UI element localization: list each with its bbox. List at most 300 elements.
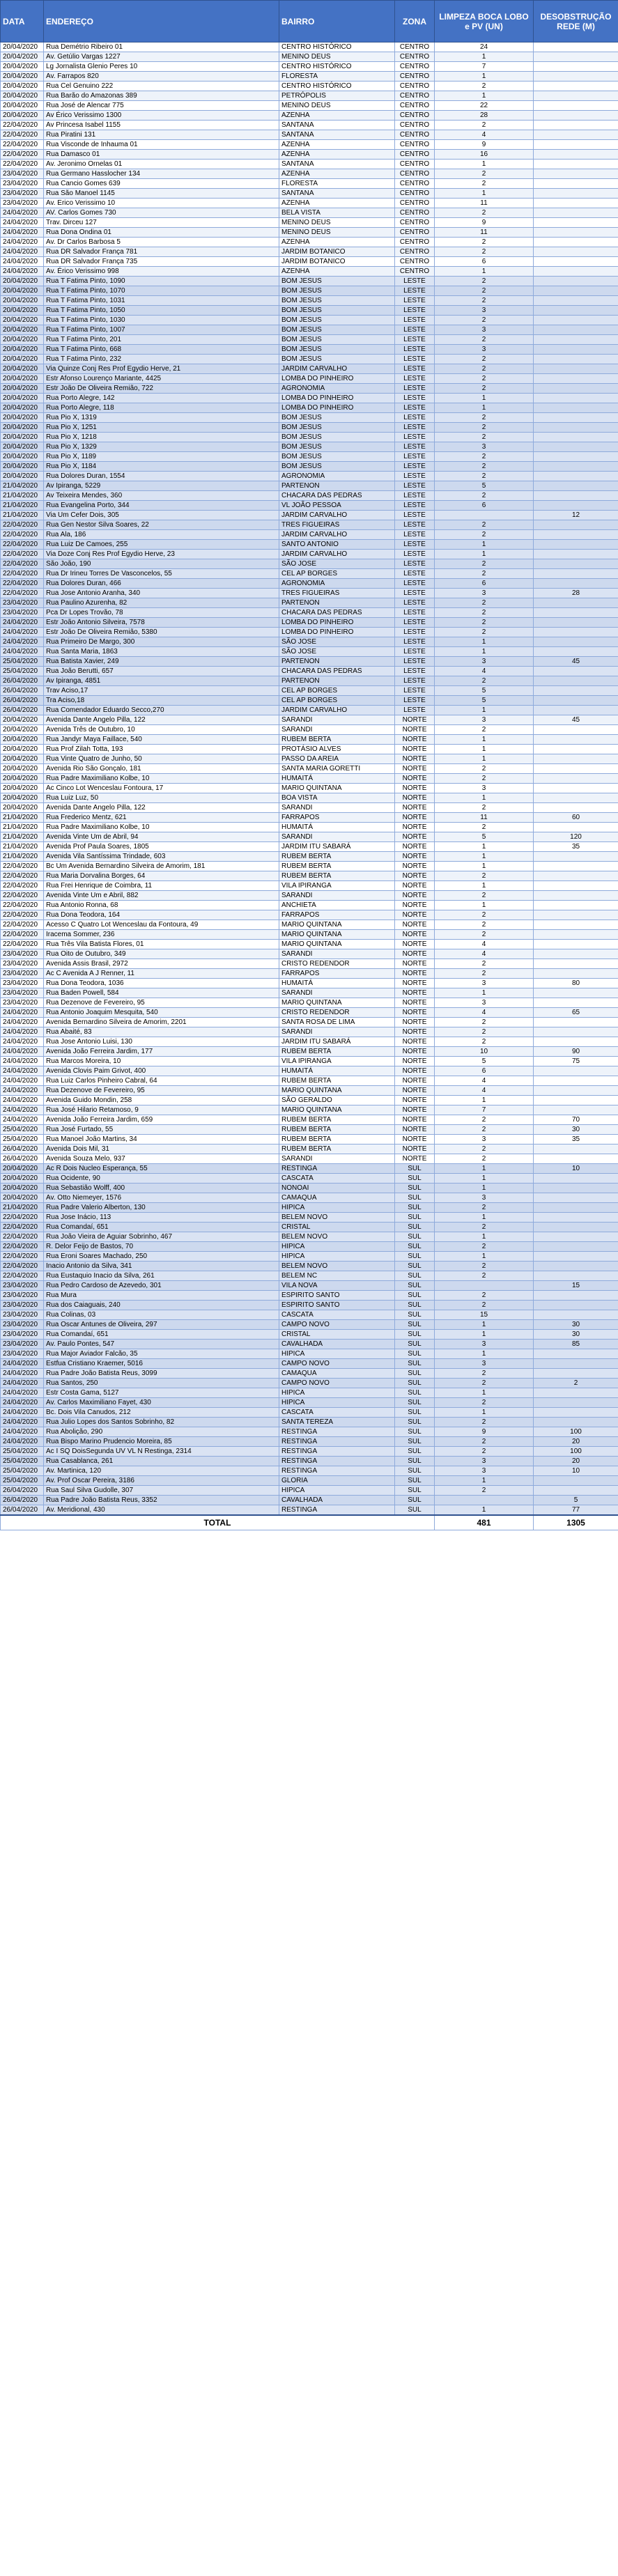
- table-row[interactable]: [1, 511, 618, 520]
- table-row[interactable]: [1, 1018, 618, 1027]
- table-row[interactable]: [1, 238, 618, 247]
- cell-limpeza: 2: [435, 969, 534, 979]
- table-row[interactable]: [1, 1388, 618, 1398]
- table-row[interactable]: [1, 637, 618, 647]
- table-row[interactable]: [1, 1027, 618, 1037]
- cell-zona: SUL: [395, 1340, 435, 1349]
- table-row[interactable]: [1, 1213, 618, 1223]
- table-row[interactable]: [1, 979, 618, 988]
- table-row[interactable]: [1, 1496, 618, 1505]
- table-row[interactable]: [1, 62, 618, 72]
- table-row[interactable]: [1, 686, 618, 696]
- table-row[interactable]: [1, 949, 618, 959]
- table-row[interactable]: [1, 257, 618, 267]
- table-row[interactable]: [1, 725, 618, 735]
- cell-endereco: Rua T Fatima Pinto, 668: [44, 345, 279, 355]
- table-row[interactable]: [1, 306, 618, 316]
- table-row[interactable]: [1, 1115, 618, 1125]
- table-row[interactable]: [1, 286, 618, 296]
- table-row[interactable]: [1, 277, 618, 286]
- cell-data: 24/04/2020: [1, 228, 44, 238]
- table-row[interactable]: [1, 72, 618, 82]
- table-row[interactable]: [1, 871, 618, 881]
- table-row[interactable]: [1, 442, 618, 452]
- table-row[interactable]: [1, 413, 618, 423]
- cell-endereco: Av. Martinica, 120: [44, 1466, 279, 1476]
- table-row[interactable]: [1, 208, 618, 218]
- table-row[interactable]: [1, 1476, 618, 1486]
- table-row[interactable]: [1, 1486, 618, 1496]
- table-row[interactable]: [1, 764, 618, 774]
- cell-endereco: Rua Gen Nestor Silva Soares, 22: [44, 520, 279, 530]
- cell-data: 21/04/2020: [1, 842, 44, 852]
- table-row[interactable]: [1, 784, 618, 793]
- cell-data: 25/04/2020: [1, 1447, 44, 1457]
- cell-desobstrucao: [534, 920, 618, 930]
- cell-data: 21/04/2020: [1, 832, 44, 842]
- cell-endereco: Ac C Avenida A J Renner, 11: [44, 969, 279, 979]
- table-row[interactable]: [1, 1135, 618, 1145]
- table-row[interactable]: [1, 647, 618, 657]
- cell-zona: SUL: [395, 1193, 435, 1203]
- cell-desobstrucao: [534, 628, 618, 637]
- table-row[interactable]: [1, 472, 618, 481]
- table-row[interactable]: [1, 803, 618, 813]
- table-row[interactable]: [1, 228, 618, 238]
- table-row[interactable]: [1, 1193, 618, 1203]
- cell-data: 20/04/2020: [1, 355, 44, 364]
- cell-data: 22/04/2020: [1, 559, 44, 569]
- cell-bairro: CASCATA: [279, 1310, 395, 1320]
- table-row[interactable]: [1, 735, 618, 745]
- table-row[interactable]: [1, 793, 618, 803]
- table-row[interactable]: [1, 608, 618, 618]
- cell-limpeza: 2: [435, 208, 534, 218]
- cell-limpeza: 3: [435, 589, 534, 598]
- table-row[interactable]: [1, 1301, 618, 1310]
- cell-zona: CENTRO: [395, 62, 435, 72]
- table-row[interactable]: [1, 1086, 618, 1096]
- table-row[interactable]: [1, 199, 618, 208]
- col-header-zona[interactable]: ZONA: [395, 1, 435, 42]
- cell-endereco: Rua Padre Maximiliano Kolbe, 10: [44, 823, 279, 832]
- table-row[interactable]: [1, 930, 618, 940]
- table-row[interactable]: [1, 481, 618, 491]
- cell-data: 26/04/2020: [1, 706, 44, 715]
- cell-endereco: Ac R Dois Nucleo Esperança, 55: [44, 1164, 279, 1174]
- cell-endereco: Rua Santos, 250: [44, 1379, 279, 1388]
- table-row[interactable]: [1, 1262, 618, 1271]
- table-row[interactable]: [1, 384, 618, 394]
- cell-limpeza: 2: [435, 803, 534, 813]
- cell-endereco: Rua Padre João Batista Reus, 3099: [44, 1369, 279, 1379]
- cell-data: 21/04/2020: [1, 1203, 44, 1213]
- table-row[interactable]: [1, 969, 618, 979]
- table-row[interactable]: [1, 1437, 618, 1447]
- cell-data: 26/04/2020: [1, 1486, 44, 1496]
- table-row[interactable]: [1, 706, 618, 715]
- cell-zona: LESTE: [395, 442, 435, 452]
- cell-limpeza: 1: [435, 852, 534, 862]
- cell-zona: SUL: [395, 1281, 435, 1291]
- cell-data: 20/04/2020: [1, 325, 44, 335]
- table-row[interactable]: [1, 325, 618, 335]
- cell-endereco: Lg Jornalista Glenio Peres 10: [44, 62, 279, 72]
- cell-desobstrucao: 75: [534, 1057, 618, 1066]
- cell-endereco: Rua T Fatima Pinto, 1090: [44, 277, 279, 286]
- cell-zona: LESTE: [395, 481, 435, 491]
- table-row[interactable]: [1, 42, 618, 52]
- cell-endereco: Rua Germano Hasslocher 134: [44, 169, 279, 179]
- table-row[interactable]: [1, 140, 618, 150]
- cell-bairro: HUMAITÁ: [279, 774, 395, 784]
- cell-limpeza: 2: [435, 569, 534, 579]
- table-row[interactable]: [1, 657, 618, 667]
- table-row[interactable]: [1, 852, 618, 862]
- cell-zona: NORTE: [395, 920, 435, 930]
- table-row[interactable]: [1, 130, 618, 140]
- table-row[interactable]: [1, 452, 618, 462]
- cell-desobstrucao: [534, 452, 618, 462]
- cell-endereco: Estr Costa Gama, 5127: [44, 1388, 279, 1398]
- col-header-limpeza[interactable]: LIMPEZA BOCA LOBO e PV (UN): [435, 1, 534, 42]
- cell-endereco: Rua Dona Teodora, 164: [44, 910, 279, 920]
- table-row[interactable]: [1, 394, 618, 403]
- cell-zona: NORTE: [395, 901, 435, 910]
- cell-bairro: MARIO QUINTANA: [279, 998, 395, 1008]
- table-row[interactable]: [1, 501, 618, 511]
- table-row[interactable]: [1, 628, 618, 637]
- table-row[interactable]: [1, 218, 618, 228]
- table-row[interactable]: [1, 988, 618, 998]
- table-row[interactable]: [1, 1291, 618, 1301]
- cell-data: 22/04/2020: [1, 1213, 44, 1223]
- table-row[interactable]: [1, 374, 618, 384]
- cell-zona: LESTE: [395, 696, 435, 706]
- cell-data: 20/04/2020: [1, 754, 44, 764]
- table-row[interactable]: [1, 423, 618, 433]
- table-row[interactable]: [1, 1242, 618, 1252]
- table-row[interactable]: [1, 618, 618, 628]
- cell-limpeza: 1: [435, 1184, 534, 1193]
- table-row[interactable]: [1, 101, 618, 111]
- cell-limpeza: 2: [435, 238, 534, 247]
- table-row[interactable]: [1, 160, 618, 169]
- table-row[interactable]: [1, 1066, 618, 1076]
- cell-zona: SUL: [395, 1262, 435, 1271]
- table-row[interactable]: [1, 1037, 618, 1047]
- cell-zona: LESTE: [395, 433, 435, 442]
- cell-data: 20/04/2020: [1, 735, 44, 745]
- table-row[interactable]: [1, 774, 618, 784]
- col-header-endereco[interactable]: ENDEREÇO: [44, 1, 279, 42]
- cell-desobstrucao: 2: [534, 1379, 618, 1388]
- cell-endereco: Rua Abaité, 83: [44, 1027, 279, 1037]
- table-row[interactable]: [1, 1105, 618, 1115]
- cell-bairro: CAVALHADA: [279, 1496, 395, 1505]
- table-row[interactable]: [1, 247, 618, 257]
- table-row[interactable]: [1, 1145, 618, 1154]
- table-row[interactable]: [1, 121, 618, 130]
- cell-bairro: RUBEM BERTA: [279, 1076, 395, 1086]
- table-row[interactable]: [1, 754, 618, 764]
- table-row[interactable]: [1, 1076, 618, 1086]
- cell-data: 22/04/2020: [1, 1271, 44, 1281]
- cell-endereco: Rua Casablanca, 261: [44, 1457, 279, 1466]
- table-row[interactable]: [1, 364, 618, 374]
- table-row[interactable]: [1, 598, 618, 608]
- table-row[interactable]: [1, 462, 618, 472]
- table-row[interactable]: [1, 1125, 618, 1135]
- cell-endereco: Rua Manoel João Martins, 34: [44, 1135, 279, 1145]
- cell-bairro: HIPICA: [279, 1349, 395, 1359]
- cell-desobstrucao: [534, 891, 618, 901]
- cell-bairro: SARANDI: [279, 1027, 395, 1037]
- table-row[interactable]: [1, 1232, 618, 1242]
- table-body: [1, 42, 618, 1516]
- table-row[interactable]: [1, 1349, 618, 1359]
- table-row[interactable]: [1, 569, 618, 579]
- cell-desobstrucao: 60: [534, 813, 618, 823]
- cell-endereco: Rua Pio X, 1189: [44, 452, 279, 462]
- table-row[interactable]: [1, 910, 618, 920]
- cell-data: 20/04/2020: [1, 72, 44, 82]
- cell-zona: NORTE: [395, 998, 435, 1008]
- cell-desobstrucao: [534, 150, 618, 160]
- cell-limpeza: 1: [435, 189, 534, 199]
- table-row[interactable]: [1, 842, 618, 852]
- table-row[interactable]: [1, 550, 618, 559]
- table-row[interactable]: [1, 715, 618, 725]
- table-row[interactable]: [1, 579, 618, 589]
- cell-desobstrucao: [534, 579, 618, 589]
- table-row[interactable]: [1, 901, 618, 910]
- cell-desobstrucao: [534, 940, 618, 949]
- cell-data: 20/04/2020: [1, 345, 44, 355]
- cell-desobstrucao: [534, 1301, 618, 1310]
- cell-limpeza: 28: [435, 111, 534, 121]
- cell-zona: SUL: [395, 1388, 435, 1398]
- table-row[interactable]: [1, 589, 618, 598]
- cell-bairro: LOMBA DO PINHEIRO: [279, 403, 395, 413]
- cell-data: 20/04/2020: [1, 62, 44, 72]
- cell-limpeza: 2: [435, 1242, 534, 1252]
- cell-desobstrucao: [534, 1174, 618, 1184]
- cell-limpeza: 2: [435, 247, 534, 257]
- table-row[interactable]: [1, 345, 618, 355]
- cell-data: 26/04/2020: [1, 676, 44, 686]
- cell-desobstrucao: [534, 247, 618, 257]
- cell-bairro: RESTINGA: [279, 1505, 395, 1516]
- table-row[interactable]: [1, 823, 618, 832]
- table-row[interactable]: [1, 832, 618, 842]
- table-row[interactable]: [1, 1271, 618, 1281]
- table-row[interactable]: [1, 1203, 618, 1213]
- table-row[interactable]: [1, 540, 618, 550]
- col-header-data[interactable]: DATA: [1, 1, 44, 42]
- table-row[interactable]: [1, 433, 618, 442]
- cell-data: 20/04/2020: [1, 442, 44, 452]
- cell-zona: NORTE: [395, 1086, 435, 1096]
- table-row[interactable]: [1, 1310, 618, 1320]
- table-row[interactable]: [1, 1369, 618, 1379]
- cell-desobstrucao: [534, 1076, 618, 1086]
- table-row[interactable]: [1, 169, 618, 179]
- table-row[interactable]: [1, 111, 618, 121]
- cell-bairro: NONOAI: [279, 1184, 395, 1193]
- cell-limpeza: 2: [435, 1037, 534, 1047]
- cell-data: 22/04/2020: [1, 589, 44, 598]
- cell-limpeza: 1: [435, 842, 534, 852]
- cell-desobstrucao: [534, 647, 618, 657]
- table-row[interactable]: [1, 1466, 618, 1476]
- cell-desobstrucao: [534, 403, 618, 413]
- table-row[interactable]: [1, 1418, 618, 1427]
- table-row[interactable]: [1, 150, 618, 160]
- col-header-desobstrucao[interactable]: DESOBSTRUÇÃO REDE (M): [534, 1, 618, 42]
- table-row[interactable]: [1, 920, 618, 930]
- cell-desobstrucao: [534, 267, 618, 277]
- table-row[interactable]: [1, 1330, 618, 1340]
- cell-limpeza: 2: [435, 910, 534, 920]
- cell-endereco: Via Quinze Conj Res Prof Egydio Herve, 21: [44, 364, 279, 374]
- cell-bairro: HIPICA: [279, 1252, 395, 1262]
- cell-limpeza: 2: [435, 676, 534, 686]
- col-header-bairro[interactable]: BAIRRO: [279, 1, 395, 42]
- cell-data: 24/04/2020: [1, 1057, 44, 1066]
- cell-bairro: AZENHA: [279, 111, 395, 121]
- table-row[interactable]: [1, 82, 618, 91]
- table-row[interactable]: [1, 1427, 618, 1437]
- cell-data: 21/04/2020: [1, 813, 44, 823]
- cell-bairro: RUBEM BERTA: [279, 1135, 395, 1145]
- table-row[interactable]: [1, 1174, 618, 1184]
- table-row[interactable]: [1, 520, 618, 530]
- cell-endereco: Acesso C Quatro Lot Wenceslau da Fontoura, 49: [44, 920, 279, 930]
- table-row[interactable]: [1, 1096, 618, 1105]
- cell-zona: LESTE: [395, 296, 435, 306]
- table-row[interactable]: [1, 179, 618, 189]
- cell-data: 20/04/2020: [1, 452, 44, 462]
- table-row[interactable]: [1, 881, 618, 891]
- cell-limpeza: 3: [435, 325, 534, 335]
- table-row[interactable]: [1, 1184, 618, 1193]
- table-row[interactable]: [1, 862, 618, 871]
- cell-data: 22/04/2020: [1, 579, 44, 589]
- cell-desobstrucao: 77: [534, 1505, 618, 1516]
- table-row[interactable]: [1, 1379, 618, 1388]
- table-row[interactable]: [1, 676, 618, 686]
- table-row[interactable]: [1, 1359, 618, 1369]
- table-row[interactable]: [1, 1281, 618, 1291]
- cell-limpeza: 2: [435, 1262, 534, 1271]
- cell-zona: CENTRO: [395, 52, 435, 62]
- table-row[interactable]: [1, 1223, 618, 1232]
- table-row[interactable]: [1, 940, 618, 949]
- table-row[interactable]: [1, 355, 618, 364]
- table-row[interactable]: [1, 1447, 618, 1457]
- table-row[interactable]: [1, 813, 618, 823]
- cell-limpeza: 2: [435, 774, 534, 784]
- table-row[interactable]: [1, 189, 618, 199]
- cell-bairro: SANTA ROSA DE LIMA: [279, 1018, 395, 1027]
- table-row[interactable]: [1, 267, 618, 277]
- cell-limpeza: 1: [435, 1408, 534, 1418]
- cell-zona: SUL: [395, 1203, 435, 1213]
- cell-endereco: Rua Pio X, 1218: [44, 433, 279, 442]
- table-row[interactable]: [1, 667, 618, 676]
- cell-limpeza: 1: [435, 901, 534, 910]
- cell-endereco: Rua José Furtado, 55: [44, 1125, 279, 1135]
- cell-endereco: Av Teixeira Mendes, 360: [44, 491, 279, 501]
- cell-limpeza: 2: [435, 1486, 534, 1496]
- cell-endereco: Estr João Antonio Silveira, 7578: [44, 618, 279, 628]
- table-row[interactable]: [1, 296, 618, 306]
- cell-endereco: Pca Dr Lopes Trovão, 78: [44, 608, 279, 618]
- table-row[interactable]: [1, 745, 618, 754]
- cell-endereco: Inacio Antonio da Silva, 341: [44, 1262, 279, 1271]
- table-row[interactable]: [1, 1457, 618, 1466]
- total-label: TOTAL: [1, 1515, 435, 1530]
- cell-zona: NORTE: [395, 1145, 435, 1154]
- cell-data: 23/04/2020: [1, 1310, 44, 1320]
- table-row[interactable]: [1, 52, 618, 62]
- cell-desobstrucao: [534, 988, 618, 998]
- table-row[interactable]: [1, 1398, 618, 1408]
- table-row[interactable]: [1, 1252, 618, 1262]
- table-row[interactable]: [1, 1047, 618, 1057]
- table-row[interactable]: [1, 559, 618, 569]
- cell-limpeza: 2: [435, 559, 534, 569]
- cell-data: 22/04/2020: [1, 901, 44, 910]
- table-row[interactable]: [1, 1320, 618, 1330]
- table-row[interactable]: [1, 696, 618, 706]
- table-row[interactable]: [1, 491, 618, 501]
- table-row[interactable]: [1, 891, 618, 901]
- table-row[interactable]: [1, 1154, 618, 1164]
- cell-data: 20/04/2020: [1, 774, 44, 784]
- table-row[interactable]: [1, 1340, 618, 1349]
- table-row[interactable]: [1, 959, 618, 969]
- cell-bairro: MARIO QUINTANA: [279, 920, 395, 930]
- cell-bairro: MENINO DEUS: [279, 218, 395, 228]
- table-row[interactable]: [1, 998, 618, 1008]
- cell-endereco: Rua São Manoel 1145: [44, 189, 279, 199]
- table-row[interactable]: [1, 1057, 618, 1066]
- table-row[interactable]: [1, 1408, 618, 1418]
- cell-desobstrucao: [534, 1271, 618, 1281]
- table-row[interactable]: [1, 403, 618, 413]
- table-row[interactable]: [1, 530, 618, 540]
- cell-endereco: Rua T Fatima Pinto, 1050: [44, 306, 279, 316]
- cell-bairro: AZENHA: [279, 150, 395, 160]
- table-row[interactable]: [1, 1505, 618, 1516]
- table-row[interactable]: [1, 91, 618, 101]
- cell-zona: NORTE: [395, 949, 435, 959]
- cell-limpeza: 1: [435, 793, 534, 803]
- cell-limpeza: 3: [435, 442, 534, 452]
- cell-desobstrucao: [534, 394, 618, 403]
- cell-zona: SUL: [395, 1359, 435, 1369]
- table-row[interactable]: [1, 316, 618, 325]
- table-row[interactable]: [1, 1008, 618, 1018]
- table-row[interactable]: [1, 335, 618, 345]
- cell-limpeza: 11: [435, 228, 534, 238]
- table-row[interactable]: [1, 1164, 618, 1174]
- cell-endereco: Av. Meridional, 430: [44, 1505, 279, 1516]
- cell-data: 20/04/2020: [1, 764, 44, 774]
- cell-desobstrucao: [534, 208, 618, 218]
